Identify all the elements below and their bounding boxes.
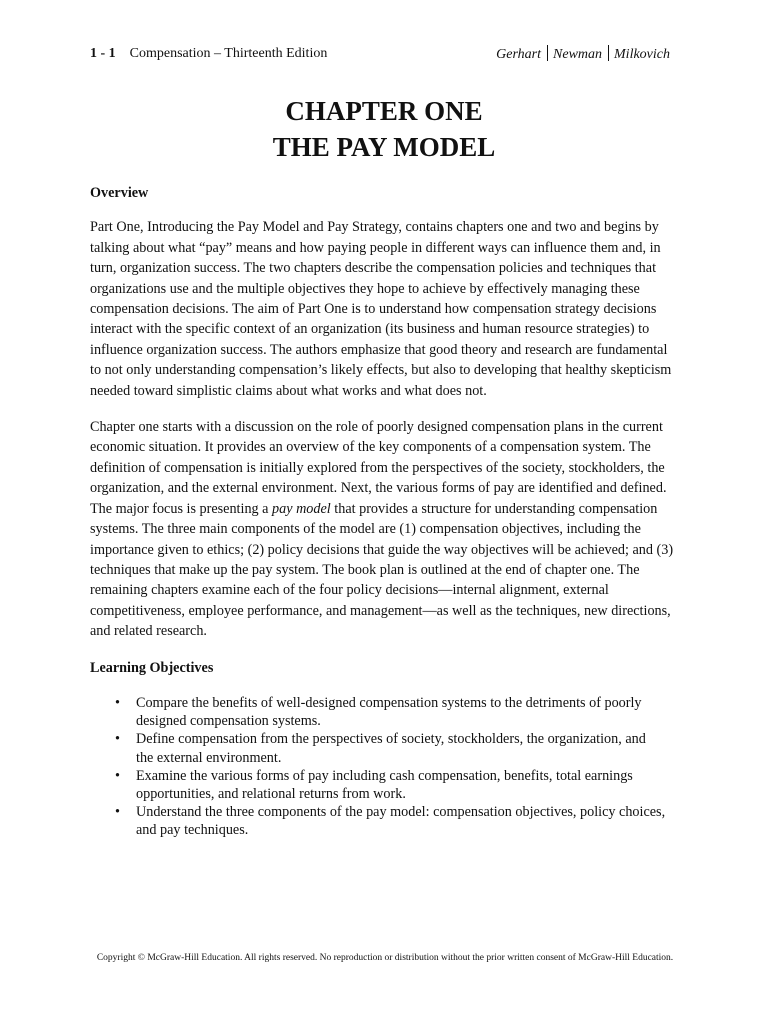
author-name: Gerhart — [496, 47, 542, 62]
author-name: Milkovich — [614, 47, 670, 62]
learning-objectives-list — [90, 694, 680, 840]
paragraph-text: that provides a structure for understanding compensation systems. The three main components of the model are (1) compensation objectives, including the importance given to ethics; (2) policy decisions that guide the way objectives will be achieved; and (3) techniques that make up the pay system. The book plan is outlined at the end of chapter one. The remaining chapters examine each of the four policy decisions—internal alignment, external competitiveness, employee performance, and management—as well as the techniques, new directions, and related research. — [90, 500, 674, 640]
author-name: Newman — [553, 47, 603, 62]
author-separator — [547, 45, 548, 61]
running-header — [90, 45, 670, 65]
chapter-number: CHAPTER ONE — [285, 96, 483, 126]
objective-text: Compare the benefits of well-designed compensation systems to the detriments of poorly designed compensation systems. — [136, 694, 642, 730]
list-item — [90, 694, 666, 730]
list-item — [90, 730, 666, 766]
chapter-title: THE PAY MODEL — [272, 132, 496, 162]
author-names — [496, 45, 670, 64]
overview-paragraph — [90, 417, 680, 641]
learning-objectives-heading: Learning Objectives — [90, 659, 214, 676]
copyright-footer: Copyright © McGraw-Hill Education. All rights reserved. No reproduction or distribution without the prior written consent of McGraw-Hill Education. — [96, 953, 674, 963]
list-item — [90, 767, 666, 803]
book-title: Compensation – Thirteenth Edition — [129, 46, 328, 61]
chapter-heading — [0, 93, 768, 165]
bullet-icon: • — [115, 731, 120, 748]
objective-text: Define compensation from the perspectives of society, stockholders, the organization, and the external environment. — [136, 731, 646, 766]
objective-text: Understand the three components of the pay model: compensation objectives, policy choices, and pay techniques. — [136, 804, 666, 839]
paragraph-text: Chapter one starts with a discussion on the role of poorly designed compensation plans in the current economic situation. It provides an overview of the key components of a compensation system. The definition of compensation is initially explored from the perspectives of the society, stockholders, the organization, and the external environment. Next, the various forms of pay are identified and defined. The major focus is presenting a — [90, 419, 667, 517]
chapter-body — [90, 183, 680, 840]
objective-text: Examine the various forms of pay including cash compensation, benefits, total earnings opportunities, and relational returns from work. — [136, 767, 633, 802]
bullet-icon: • — [115, 767, 120, 784]
bullet-icon: • — [115, 804, 120, 821]
list-item — [90, 803, 666, 839]
overview-paragraph: Part One, Introducing the Pay Model and Pay Strategy, contains chapters one and two and begins by talking about what “pay” means and how paying people in different ways can influence them and, in turn, organization success. The two chapters describe the compensation policies and techniques that organizations use and the multiple objectives they hope to achieve by effectively managing these compensation decisions. The aim of Part One is to understand how compensation strategy decisions interact with the specific context of an organization (its business and human resource strategies) to influence organization success. The authors emphasize that good theory and research are fundamental to not only understanding compensation’s likely effects, but also to developing that healthy skepticism needed toward simplistic claims about what works and what does not. — [90, 219, 672, 399]
pay-model-term: pay model — [272, 500, 331, 517]
page-number: 1 - 1 — [90, 46, 116, 61]
author-separator — [608, 45, 609, 61]
running-header-left — [90, 45, 327, 63]
overview-heading: Overview — [90, 185, 149, 201]
bullet-icon: • — [115, 694, 120, 711]
